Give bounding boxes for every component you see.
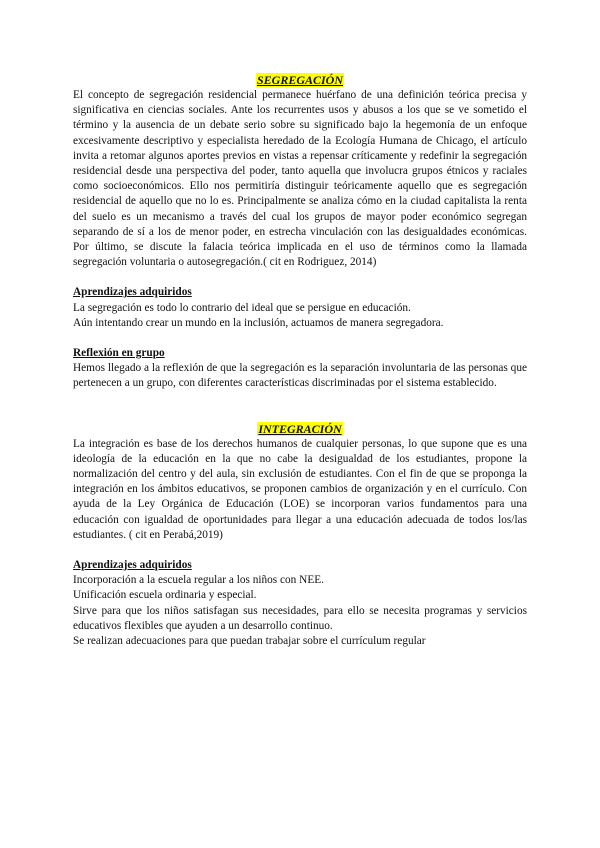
reflexion-title: Reflexión en grupo	[73, 347, 165, 360]
segregacion-title-text: SEGREGACIÓN	[256, 73, 344, 87]
segregacion-aprendizajes-title: Aprendizajes adquiridos	[73, 286, 192, 299]
integracion-aprendizaje-3: Sirve para que los niños satisfagan sus necesidades, para ello se necesita programas y servicios educativos flexibles que ayuden a un desarrollo continuo.	[73, 604, 527, 632]
segregacion-aprendizaje-2: Aún intentando crear un mundo en la inclusión, actuamos de manera segregadora.	[73, 316, 444, 329]
segregacion-title	[73, 73, 527, 88]
integracion-title-text: INTEGRACIÓN	[258, 421, 342, 436]
integracion-title	[73, 422, 527, 437]
segregacion-body: El concepto de segregación residencial permanece huérfano de una definición teórica precisa y significativa en ciencias sociales. Ante los recurrentes usos y abusos a los que se ve sometido el término y la ausencia de un debate serio sobre su significado bajo la hegemonía de un enfoque excesivamente descriptivo y especialista heredado de la Ecología Humana de Chicago, el artículo invita a retomar algunos aportes previos en vistas a repensar críticamente y redefinir la segregación residencial desde una perspectiva del poder, tanto aquella que involucra grupos étnicos y raciales como socioeconómicos. Ello nos permitiría distinguir teóricamente aquello que es segregación residencial de aquello que no lo es. Principalmente se analiza cómo en la ciudad capitalista la renta del suelo es un mecanismo a través del cual los grupos de mayor poder económico segregan separando de sí a los de menor poder, en estrecha vinculación con las desigualdades económicas. Por último, se discute la falacia teórica implicada en el uso de términos como la llamada segregación voluntaria o autosegregación.( cit en Rodriguez, 2014)	[73, 89, 527, 269]
integracion-aprendizaje-2: Unificación escuela ordinaria y especial.	[73, 589, 257, 602]
segregacion-aprendizaje-1: La segregación es todo lo contrario del ideal que se persigue en educación.	[73, 301, 411, 314]
integracion-aprendizaje-1: Incorporación a la escuela regular a los niños con NEE.	[73, 574, 324, 587]
integracion-aprendizaje-4: Se realizan adecuaciones para que puedan trabajar sobre el currículum regular	[73, 635, 426, 648]
reflexion-body: Hemos llegado a la reflexión de que la segregación es la separación involuntaria de las personas que pertenecen a un grupo, con diferentes características discriminadas por el sistema establecido.	[73, 362, 527, 390]
integracion-body: La integración es base de los derechos humanos de cualquier personas, lo que supone que es una ideología de la educación en la que no cabe la desigualdad de los estudiantes, propone la normalización del centro y del aula, sin exclusión de estudiantes. Con el fin de que se proponga la integración en los ámbitos educativos, se proponen cambios de organización y en el currículo. Con ayuda de la Ley Orgánica de Educación (LOE) se incorporan varios fundamentos para una educación con igualdad de oportunidades para llegar a una educación adecuada de todos los/las estudiantes. ( cit en Perabá,2019)	[73, 437, 527, 541]
document-content	[73, 73, 527, 649]
integracion-aprendizajes-title: Aprendizajes adquiridos	[73, 559, 192, 572]
